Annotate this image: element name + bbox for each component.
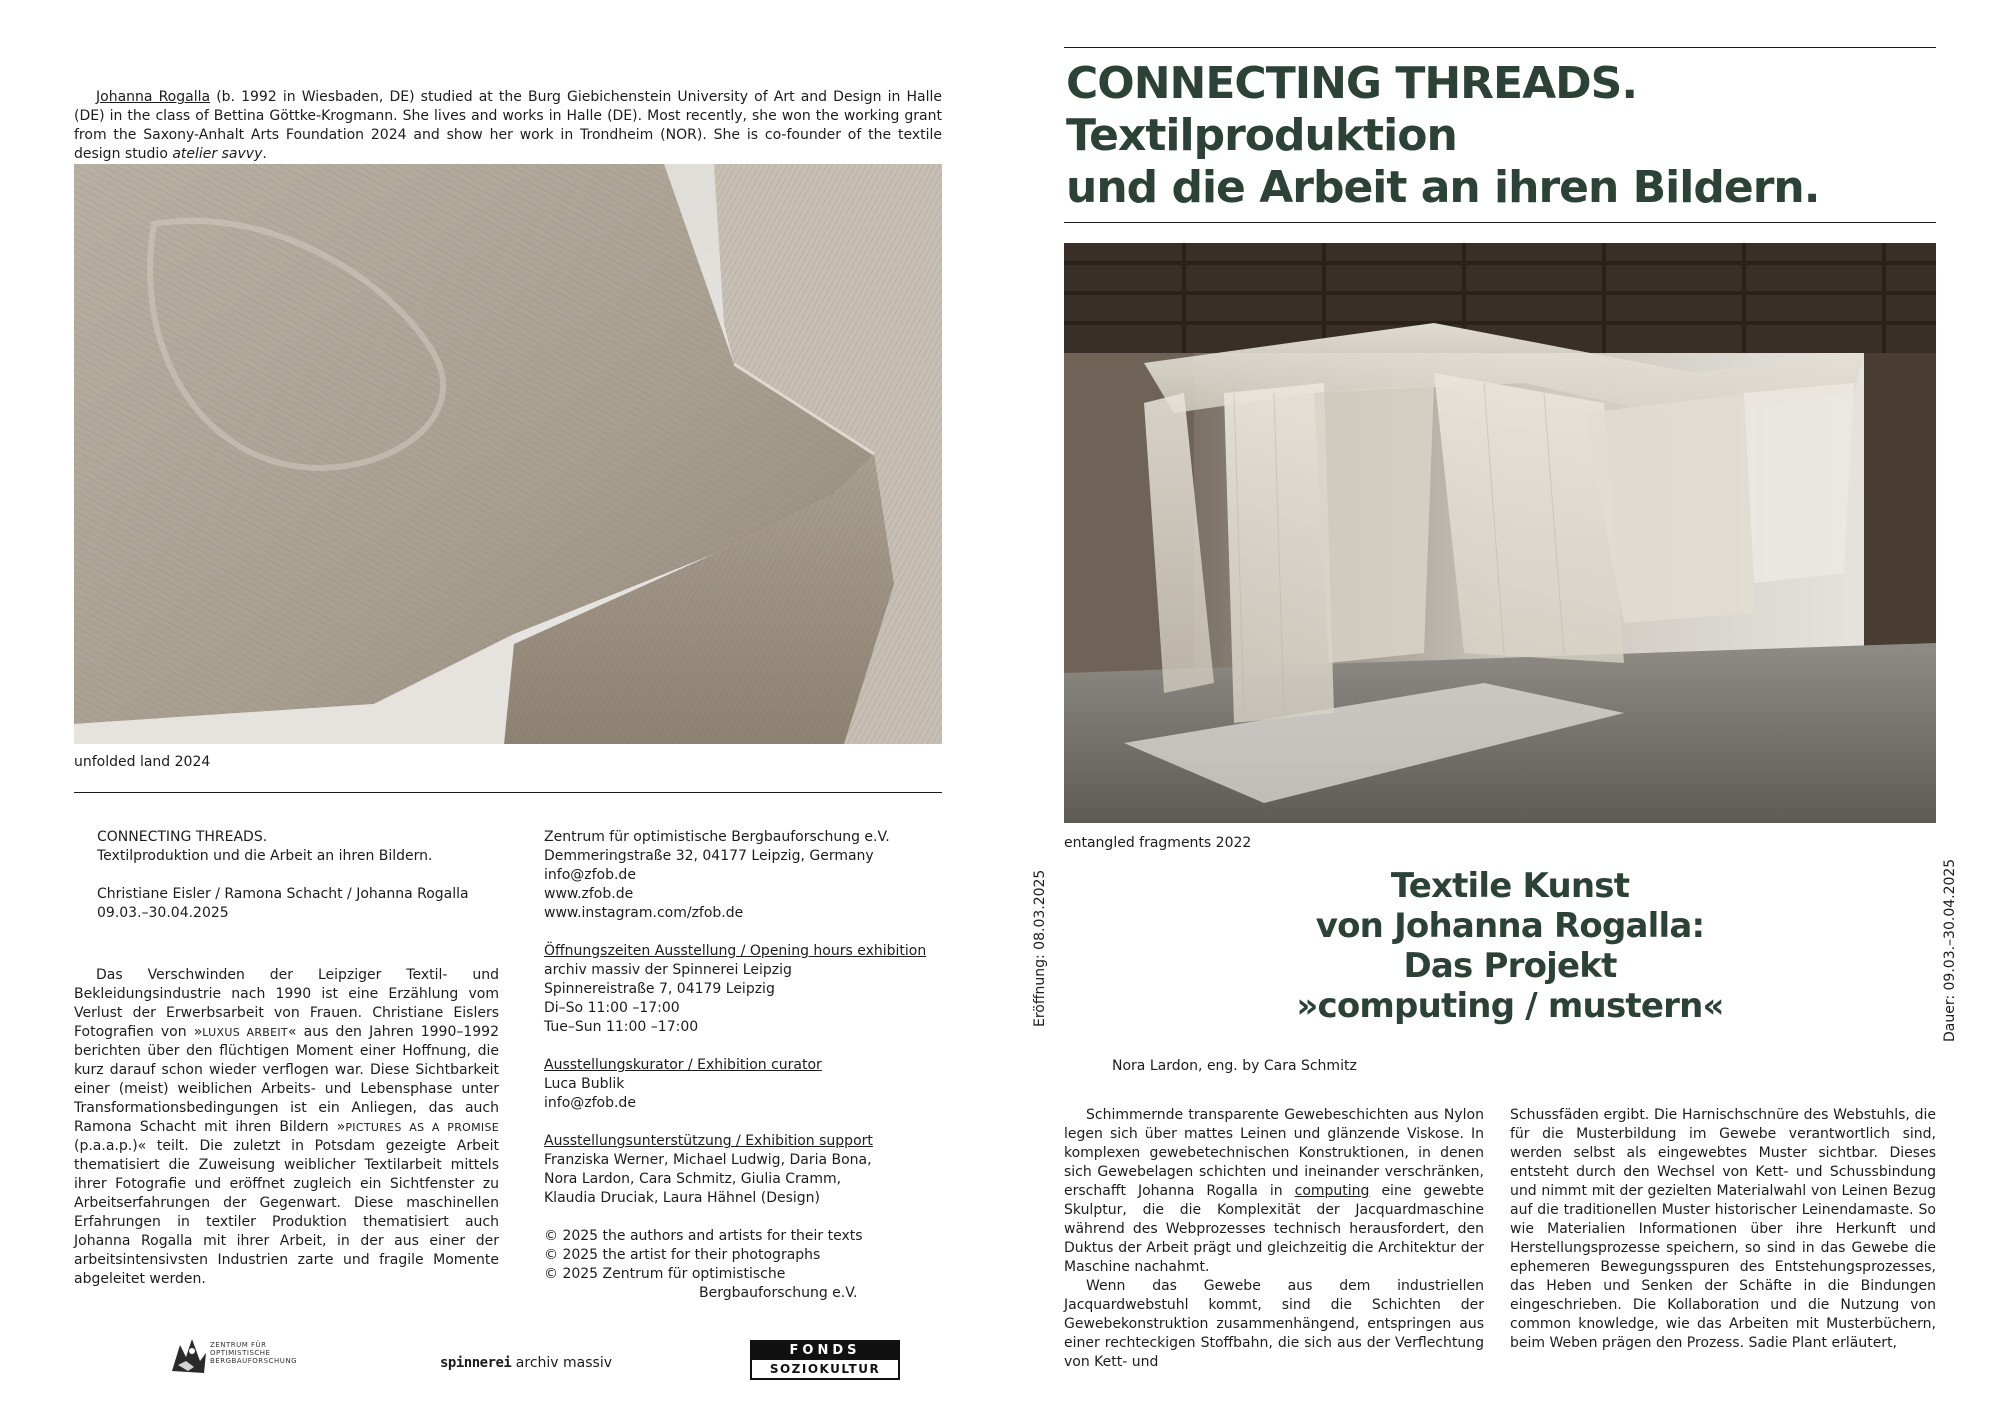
contact-email[interactable]: info@zfob.de bbox=[544, 867, 636, 883]
curator-heading: Ausstellungskurator / Exhibition curator bbox=[544, 1057, 822, 1073]
essay-p3: Schussfäden ergibt. Die Harnischschnüre des Webstuhls, die für die Musterbildung im Gewebe verantwortlich sind, werden selbst als eingewebtes Muster sichtbar. Dieses entsteht durch den Wechsel von Kett- und Schussbindung und nimmt mit der gezielten Materialwahl von Leinen Bezug auf die traditionellen Muster historischer Leinendamaste. So wie Materialien Informationen über ihre Herkunft und Herstellungsprozesse speichern, so sind in das Gewebe die ephemeren Bewegungsspuren des Entstehungsprozesses, das Heben und Senken der Schäfte in die Bindungen eingeschrieben. Die Kollaboration und die Nutzung von common knowledge, wie das Arbeiten mit Musterbüchern, beim Weben prägen den Prozess. Sadie Plant erläutert, bbox=[1510, 1107, 1936, 1351]
bio-end: . bbox=[262, 146, 267, 162]
title-line2: Textilproduktion bbox=[1066, 110, 1457, 161]
left-divider bbox=[74, 792, 942, 793]
heading-line3: Das Projekt bbox=[1403, 946, 1617, 986]
essay-p1b: eine gewebte Skulptur, die die Komplexität der Jacquardmaschine während des Webprozesses technisch herausfordert, den Duktus der Arbeit prägt und gleichzeitig die Architektur der Maschine nachahmt. bbox=[1064, 1183, 1484, 1275]
venue: archiv massiv der Spinnerei Leipzig bbox=[544, 962, 792, 978]
contact-web[interactable]: www.zfob.de bbox=[544, 886, 634, 902]
artist-name-link[interactable]: Johanna Rogalla bbox=[96, 89, 211, 105]
copyright-line3: © 2025 Zentrum für optimistische bbox=[544, 1266, 786, 1282]
essay-column-1 bbox=[1064, 1106, 1484, 1372]
contact-instagram[interactable]: www.instagram.com/zfob.de bbox=[544, 905, 744, 921]
page-title bbox=[1066, 58, 1936, 214]
photo-entangled-fragments bbox=[1064, 243, 1936, 823]
support-line3: Klaudia Druciak, Laura Hähnel (Design) bbox=[544, 1190, 821, 1206]
duration-dates: Dauer: 09.03.–30.04.2025 bbox=[1942, 858, 1958, 1042]
bio-text: (b. 1992 in Wiesbaden, DE) studied at the Burg Giebichenstein University of Art and Design in Halle (DE) in the class of Bettina Göttke-Krogmann. She lives and works in Halle (DE). Most recently, she won the working grant from the Saxony-Anhalt Arts Foundation 2024 and show her work in Trondheim (NOR). She is co-founder of the textile design studio bbox=[74, 89, 942, 162]
computing-link[interactable]: computing bbox=[1294, 1183, 1370, 1199]
copyright-line1: © 2025 the authors and artists for their texts bbox=[544, 1228, 863, 1244]
essay-part1: Das Verschwinden der Leipziger Textil- und Bekleidungsindustrie nach 1990 ist eine Erzählung vom Verlust der Erwerbsarbeit von Frauen. Christiane Eislers Fotografien von » bbox=[74, 967, 499, 1040]
spinnerei-logo bbox=[440, 1355, 612, 1371]
essay-part2: « aus den Jahren 1990–1992 berichten über den flüchtigen Moment einer Hoffnung, die kurz darauf schon wieder verflogen war. Diese Sichtbarkeit einer (meist) weiblichen Arbeits- und Lebensphase unter Transformationsbedingungen ist ein Anliegen, das auch Ramona Schacht mit ihren Bildern » bbox=[74, 1024, 499, 1135]
essay-intro bbox=[74, 966, 499, 1289]
fonds-soziokultur-logo bbox=[750, 1340, 900, 1380]
zfob-line1: ZENTRUM FÜR bbox=[210, 1341, 267, 1349]
soziokultur-text: SOZIOKULTUR bbox=[752, 1360, 898, 1378]
curator-email[interactable]: info@zfob.de bbox=[544, 1095, 636, 1111]
opening-date: Eröffnung: 08.03.2025 bbox=[1032, 869, 1048, 1027]
essay-p1a: Schimmernde transparente Gewebeschichten aus Nylon legen sich über mattes Leinen und glänzende Viskose. In komplexen gewebetechnischen Konstruktionen, in denen sich Gewebelagen schichten und ineinander verschränken, erschafft Johanna Rogalla in bbox=[1064, 1107, 1484, 1199]
heading-line1: Textile Kunst bbox=[1390, 866, 1630, 906]
title-rule-top bbox=[1064, 47, 1936, 48]
spinnerei-wordmark: spinnerei bbox=[440, 1355, 512, 1371]
imprint-artists: Christiane Eisler / Ramona Schacht / Johanna Rogalla bbox=[97, 886, 469, 902]
archiv-massiv-text: archiv massiv bbox=[511, 1355, 613, 1371]
left-photo-caption: unfolded land 2024 bbox=[74, 754, 211, 770]
imprint-dates: 09.03.–30.04.2025 bbox=[97, 905, 229, 921]
zfob-line3: BERGBAUFORSCHUNG bbox=[210, 1357, 298, 1365]
hours-de: Di–So 11:00 –17:00 bbox=[544, 1000, 680, 1016]
heading-line2: von Johanna Rogalla: bbox=[1315, 906, 1705, 946]
fonds-text: FONDS bbox=[752, 1342, 898, 1360]
contact-org: Zentrum für optimistische Bergbauforschung e.V. bbox=[544, 829, 890, 845]
contact-block bbox=[544, 828, 964, 1303]
imprint-title2: Textilproduktion und die Arbeit an ihren Bildern. bbox=[97, 848, 433, 864]
photo-unfolded-land bbox=[74, 164, 942, 744]
copyright-line4: Bergbauforschung e.V. bbox=[699, 1285, 858, 1301]
artist-bio bbox=[74, 88, 942, 164]
hours-heading: Öffnungszeiten Ausstellung / Opening hours exhibition bbox=[544, 943, 927, 959]
title-line1: CONNECTING THREADS. bbox=[1066, 58, 1638, 109]
essay-part3: (p.a.a.p.)« teilt. Die zuletzt in Potsdam gezeigte Arbeit thematisiert die Zuweisung weiblicher Textilarbeit mittels ihrer Fotografie und eröffnet zugleich ein Sichtfenster zu Arbeitserfahrungen der Gegenwart. Diese maschinellen Erfahrungen in textiler Produktion thematisiert auch Johanna Rogalla mit ihrer Arbeit, in der aus einer der arbeitsintensivsten Industrien zarte und fragile Momente abgeleitet werden. bbox=[74, 1138, 499, 1287]
article-heading bbox=[1130, 866, 1890, 1026]
title-rule-bottom bbox=[1064, 222, 1936, 223]
contact-address: Demmeringstraße 32, 04177 Leipzig, Germany bbox=[544, 848, 874, 864]
imprint-block bbox=[97, 828, 499, 923]
zfob-line2: OPTIMISTISCHE bbox=[210, 1349, 271, 1357]
zfob-emblem-icon bbox=[166, 1331, 210, 1379]
imprint-title1: CONNECTING THREADS. bbox=[97, 829, 268, 845]
venue-address: Spinnereistraße 7, 04179 Leipzig bbox=[544, 981, 775, 997]
support-heading: Ausstellungsunterstützung / Exhibition support bbox=[544, 1133, 873, 1149]
essay-smallcaps2: PICTURES AS A PROMISE bbox=[345, 1121, 499, 1134]
hours-en: Tue–Sun 11:00 –17:00 bbox=[544, 1019, 699, 1035]
copyright-line2: © 2025 the artist for their photographs bbox=[544, 1247, 821, 1263]
article-author: Nora Lardon, eng. by Cara Schmitz bbox=[1112, 1058, 1357, 1074]
zfob-logo bbox=[166, 1331, 326, 1379]
studio-name: atelier savvy bbox=[172, 146, 263, 162]
support-line2: Nora Lardon, Cara Schmitz, Giulia Cramm, bbox=[544, 1171, 842, 1187]
essay-smallcaps1: LUXUS ARBEIT bbox=[202, 1026, 288, 1039]
curator-name: Luca Bublik bbox=[544, 1076, 625, 1092]
right-photo-caption: entangled fragments 2022 bbox=[1064, 835, 1252, 851]
essay-column-2 bbox=[1510, 1106, 1936, 1353]
essay-p2: Wenn das Gewebe aus dem industriellen Jacquardwebstuhl kommt, sind die Schichten der Gewebekonstruktion zusammenhängend, entspringen aus einer rechteckigen Stoffbahn, die sich aus der Verflechtung von Kett- und bbox=[1064, 1278, 1484, 1370]
support-line1: Franziska Werner, Michael Ludwig, Daria Bona, bbox=[544, 1152, 872, 1168]
title-line3: und die Arbeit an ihren Bildern. bbox=[1066, 162, 1820, 213]
heading-line4: »computing / mustern« bbox=[1296, 986, 1724, 1026]
